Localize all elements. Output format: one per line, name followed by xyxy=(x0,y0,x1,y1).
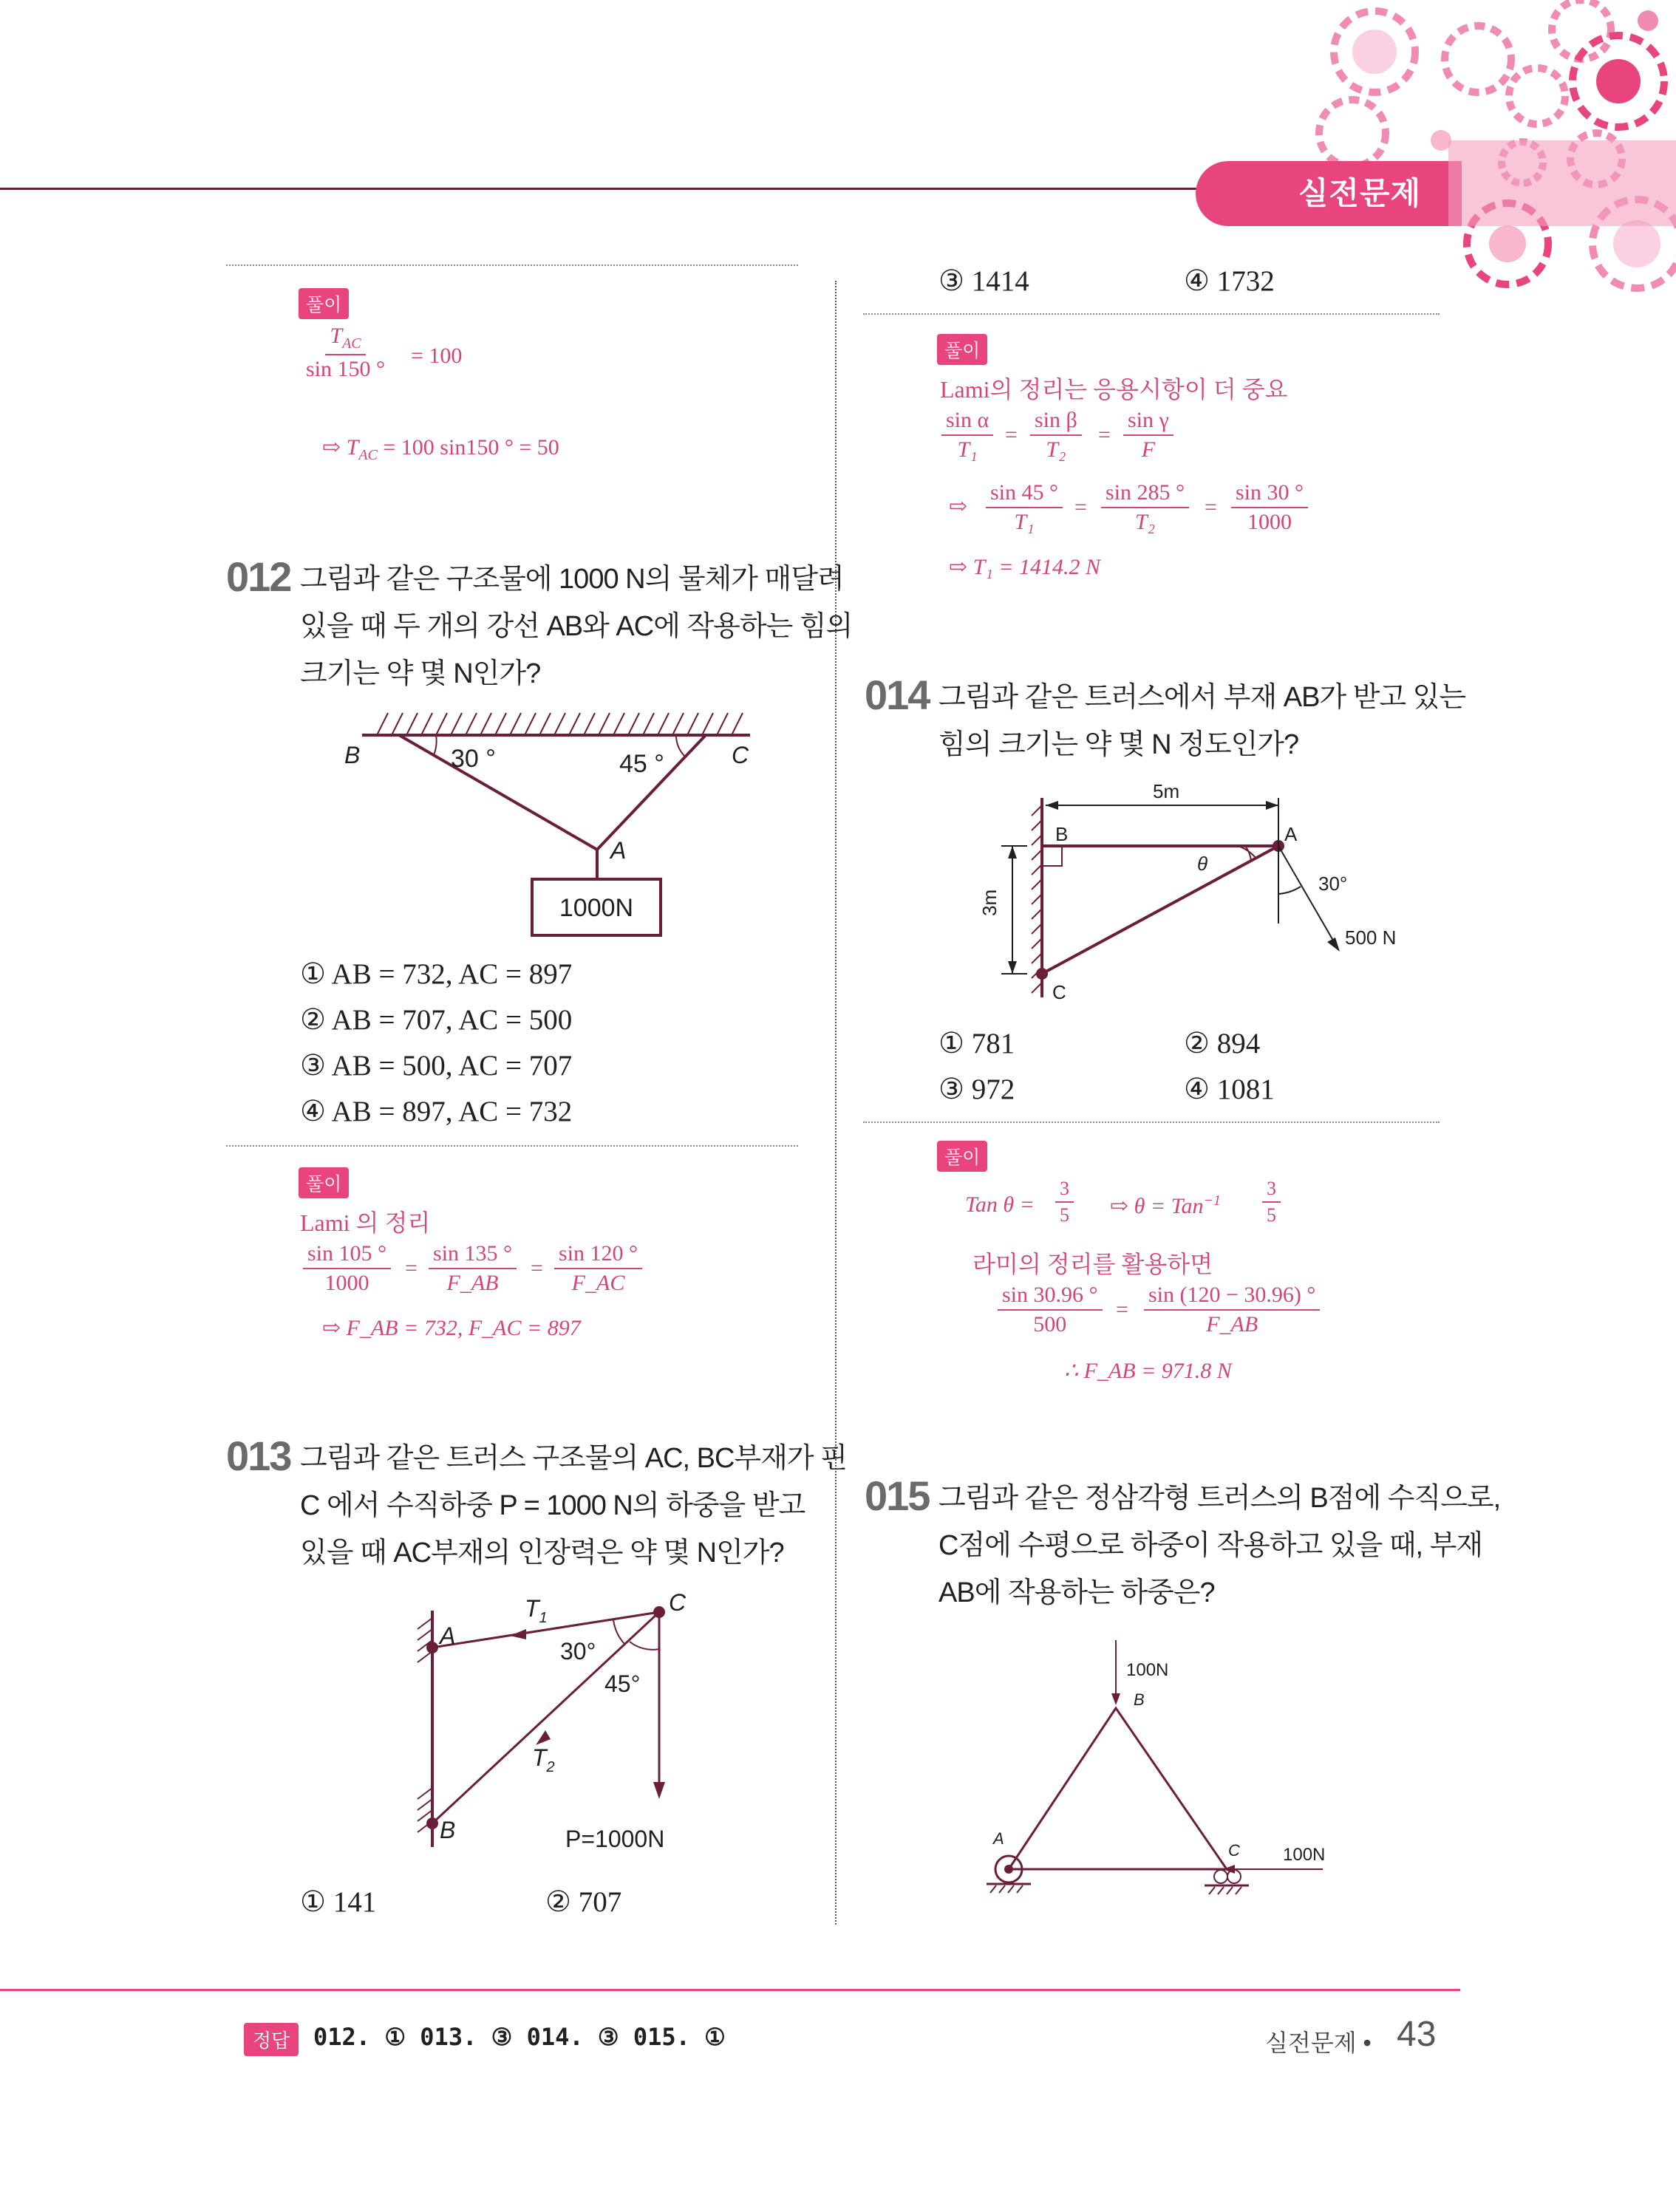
page-number: 43 xyxy=(1397,2015,1437,2054)
angle-30: 30 ° xyxy=(451,745,496,773)
angle-label: 30° xyxy=(1318,873,1348,895)
question-number-015: 015 xyxy=(865,1472,930,1519)
separator xyxy=(863,313,1440,315)
angle-30: 30° xyxy=(560,1638,596,1665)
figure-013 xyxy=(399,1588,739,1869)
label-B: B xyxy=(1134,1690,1145,1709)
label-C: C xyxy=(669,1589,687,1616)
prev-result: ⇨ $T_{AC} = 100$ sin150 ° = 50 xyxy=(322,435,559,463)
section-tab-extension xyxy=(1448,140,1676,226)
option-012-4: ④ AB = 897, AC = 732 xyxy=(300,1096,573,1127)
solution-013-title: Lami의 정리는 응용시항이 더 중요 xyxy=(940,376,1288,403)
sol-014-lami-text: 라미의 정리를 활용하면 xyxy=(972,1251,1213,1277)
column-divider xyxy=(835,281,837,1925)
load-b-label: 100N xyxy=(1126,1660,1169,1680)
solution-012-result: ⇨ F_AB = 732, F_AC = 897 xyxy=(322,1316,581,1340)
label-B: B xyxy=(1055,823,1069,845)
footer-section: 실전문제 • xyxy=(1265,2030,1372,2056)
label-T2: $T_2$ xyxy=(532,1744,555,1775)
label-C: C xyxy=(1052,981,1066,1003)
option-012-2: ② AB = 707, AC = 500 xyxy=(300,1004,573,1036)
sol-013-g3: $\frac{\text{sin γ}}{F}$ xyxy=(1123,408,1173,462)
figure-012 xyxy=(333,702,776,946)
force-label: 500 N xyxy=(1345,926,1397,949)
sol-013-g1: $\frac{\text{sin α}}{\text{T₁}}$ xyxy=(941,408,993,462)
answer-key: 012. ① 013. ③ 014. ③ 015. ① xyxy=(313,2023,726,2051)
solution-012-title: Lami 의 정리 xyxy=(300,1209,431,1236)
angle-45: 45 ° xyxy=(619,750,664,778)
question-number-012: 012 xyxy=(226,553,291,600)
option-014-3: ③ 972 xyxy=(939,1073,1015,1105)
span-label: 5m xyxy=(1153,780,1180,802)
figure-015 xyxy=(968,1625,1382,1899)
label-A: A xyxy=(993,1829,1004,1848)
separator xyxy=(863,1122,1440,1123)
section-tab-label: 실전문제 xyxy=(1298,176,1422,211)
option-013-1: ① 141 xyxy=(300,1886,377,1918)
prev-fraction: $T_{AC}$ sin 150 ° xyxy=(306,324,386,381)
solution-badge: 풀이 xyxy=(299,288,349,319)
sol-013-h2: $\frac{\sin 285 ^\circ}{\text{T₂}}$ xyxy=(1101,480,1189,535)
question-text-012: 그림과 같은 구조물에 1000 N의 물체가 매달려 있을 때 두 개의 강선 AB와 AC에 작용하는 힘의 크기는 약 몇 N인가? xyxy=(300,564,853,689)
question-text-014: 그림과 같은 트러스에서 부재 AB가 받고 있는 힘의 크기는 약 몇 N 정도인가? xyxy=(939,682,1466,760)
label-A: A xyxy=(440,1622,456,1649)
sol-013-h1: $\frac{\sin 45 ^\circ}{\text{T₁}}$ xyxy=(986,480,1063,535)
sol-014-frac1: $\frac{3}{5}$ xyxy=(1055,1178,1074,1226)
solution-014-result: ∴ F_AB = 971.8 N xyxy=(1064,1359,1232,1383)
load-c-label: 100N xyxy=(1283,1845,1326,1865)
separator xyxy=(226,264,798,266)
option-014-2: ② 894 xyxy=(1184,1028,1261,1059)
option-013-2: ② 707 xyxy=(545,1886,622,1918)
question-number-014: 014 xyxy=(865,672,930,718)
theta-label: θ xyxy=(1197,853,1208,875)
label-C: C xyxy=(1228,1841,1240,1860)
solution-013-result: ⇨ T₁ = 1414.2 N xyxy=(949,555,1101,579)
sol-014-arctan: ⇨ θ = Tan$^{-1}$ xyxy=(1110,1192,1222,1218)
label-B: B xyxy=(440,1817,456,1843)
sol-014-k2: $\frac{\sin (120 - 30.96) ^\circ}{F\_AB}$ xyxy=(1144,1283,1320,1337)
question-text-013: 그림과 같은 트러스 구조물의 AC, BC부재가 핀 C 에서 수직하중 P = 1000 N의 하중을 받고 있을 때 AC부재의 인장력은 약 몇 N인가? xyxy=(300,1443,847,1568)
sol-013-h3: $\frac{\sin 30 ^\circ}{1000}$ xyxy=(1231,480,1308,535)
question-text-015: 그림과 같은 정삼각형 트러스의 B점에 수직으로, C점에 수평으로 하중이 작용하고 있을 때, 부재 AB에 작용하는 하중은? xyxy=(939,1483,1501,1608)
weight-label: 1000N xyxy=(559,894,634,922)
option-013-3: ③ 1414 xyxy=(939,265,1029,297)
height-label: 3m xyxy=(978,889,1001,916)
sol-013-g2: $\frac{\text{sin β}}{\text{T₂}}$ xyxy=(1030,408,1082,462)
option-012-1: ① AB = 732, AC = 897 xyxy=(300,958,573,990)
load-label: P=1000N xyxy=(565,1826,665,1852)
prev-eq: = 100 xyxy=(411,344,463,368)
header-rule xyxy=(0,188,1201,190)
label-T1: $T_1$ xyxy=(525,1595,548,1626)
label-A: A xyxy=(1284,823,1298,845)
answer-badge: 정답 xyxy=(244,2023,299,2056)
sol-012-frac3: $\frac{\sin 120 ^\circ}{F\_AC}$ xyxy=(554,1241,642,1296)
sol-014-k1: $\frac{\sin 30.96 ^\circ}{500}$ xyxy=(998,1283,1103,1337)
sol-014-frac2: $\frac{3}{5}$ xyxy=(1262,1178,1281,1226)
label-A: A xyxy=(610,837,627,864)
figure-014 xyxy=(968,776,1426,1012)
option-012-3: ③ AB = 500, AC = 707 xyxy=(300,1050,573,1082)
solution-badge: 풀이 xyxy=(299,1167,349,1198)
option-014-1: ① 781 xyxy=(939,1028,1015,1059)
option-014-4: ④ 1081 xyxy=(1184,1073,1275,1105)
footer-rule xyxy=(0,1989,1460,1991)
angle-45: 45° xyxy=(604,1670,641,1697)
label-B: B xyxy=(344,742,361,768)
question-number-013: 013 xyxy=(226,1433,291,1479)
solution-badge: 풀이 xyxy=(937,334,987,365)
sol-012-frac1: $\frac{\sin 105 ^\circ}{1000}$ xyxy=(303,1241,391,1296)
separator xyxy=(226,1145,798,1147)
sol-012-frac2: $\frac{\sin 135 ^\circ}{F\_AB}$ xyxy=(429,1241,517,1296)
sol-014-tan: Tan θ = xyxy=(965,1192,1035,1217)
option-013-4: ④ 1732 xyxy=(1184,265,1275,297)
solution-badge: 풀이 xyxy=(937,1141,987,1172)
label-C: C xyxy=(732,742,749,768)
